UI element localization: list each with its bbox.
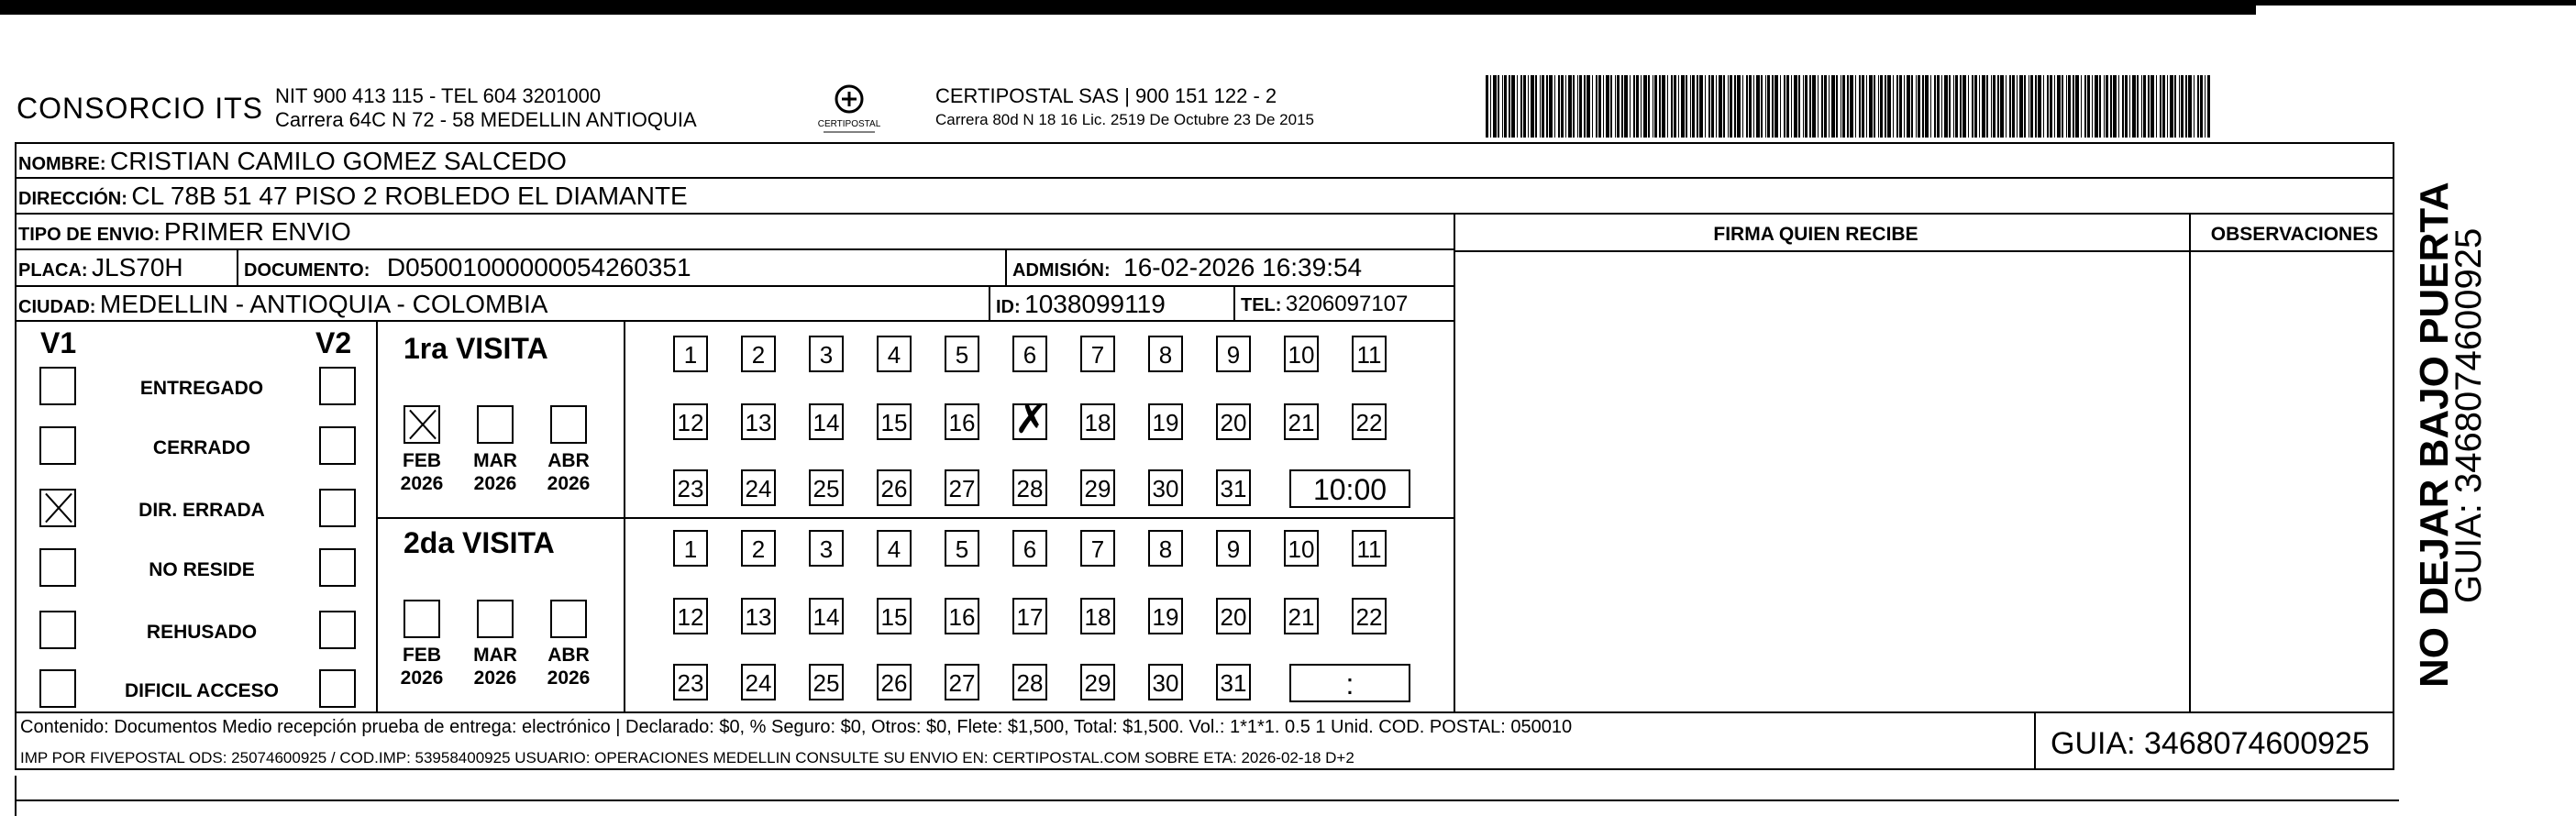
certipostal-info bbox=[935, 84, 1314, 132]
visit-title: 1ra VISITA bbox=[404, 332, 548, 365]
v1-checkbox[interactable] bbox=[39, 611, 76, 649]
company-name: CONSORCIO ITS bbox=[17, 92, 264, 125]
month-checkbox[interactable] bbox=[477, 600, 514, 638]
day-box[interactable]: 22 bbox=[1352, 403, 1387, 440]
top-edge bbox=[0, 0, 2576, 17]
id-label: ID: bbox=[996, 297, 1021, 317]
day-box[interactable]: 30 bbox=[1148, 469, 1183, 506]
day-box[interactable]: 10 bbox=[1284, 336, 1319, 372]
ciudad-value: MEDELLIN - ANTIOQUIA - COLOMBIA bbox=[99, 290, 548, 318]
day-box[interactable]: 25 bbox=[809, 469, 844, 506]
day-box[interactable] bbox=[1012, 403, 1047, 440]
day-box[interactable]: 26 bbox=[877, 664, 912, 700]
admision-value: 16-02-2026 16:39:54 bbox=[1123, 253, 1363, 281]
day-box[interactable]: 24 bbox=[741, 469, 776, 506]
id-value: 1038099119 bbox=[1024, 290, 1166, 318]
company-info bbox=[275, 84, 697, 132]
status-label: REHUSADO bbox=[146, 622, 258, 643]
placa-value: JLS70H bbox=[92, 253, 183, 281]
day-box[interactable]: 4 bbox=[877, 336, 912, 372]
side-guia: GUIA: 3468074600925 bbox=[2449, 227, 2489, 603]
nit-line: NIT 900 413 115 - TEL 604 3201000 bbox=[275, 84, 602, 107]
day-box[interactable]: 6 bbox=[1012, 336, 1047, 372]
visit-time-box[interactable]: 10:00 bbox=[1289, 469, 1410, 508]
ciudad-label: CIUDAD: bbox=[18, 297, 96, 317]
status-label: DIFICIL ACCESO bbox=[124, 680, 279, 701]
firma-header: FIRMA QUIEN RECIBE bbox=[1713, 224, 1918, 245]
day-box[interactable]: 8 bbox=[1148, 530, 1183, 567]
tipo-label: TIPO DE ENVIO: bbox=[18, 225, 160, 245]
v2-checkbox[interactable] bbox=[319, 611, 356, 649]
v1-checkbox[interactable] bbox=[39, 669, 76, 708]
documento-row bbox=[244, 253, 691, 281]
day-box[interactable]: 6 bbox=[1012, 530, 1047, 567]
day-box[interactable]: 9 bbox=[1216, 336, 1251, 372]
visit-title: 2da VISITA bbox=[404, 526, 555, 559]
day-box[interactable]: 31 bbox=[1216, 469, 1251, 506]
logo-text: CERTIPOSTAL bbox=[817, 119, 881, 129]
day-box[interactable]: 5 bbox=[945, 530, 979, 567]
documento-label: DOCUMENTO: bbox=[244, 260, 370, 281]
day-box[interactable]: 13 bbox=[741, 403, 776, 440]
day-box[interactable]: 16 bbox=[945, 403, 979, 440]
day-box[interactable]: 15 bbox=[877, 403, 912, 440]
placa-row bbox=[18, 253, 183, 281]
status-label: CERRADO bbox=[152, 437, 251, 458]
day-box[interactable]: 7 bbox=[1080, 530, 1115, 567]
day-box[interactable]: 18 bbox=[1080, 403, 1115, 440]
month-label: ABR 2026 bbox=[547, 645, 591, 689]
day-box[interactable]: 9 bbox=[1216, 530, 1251, 567]
v1-checkbox[interactable] bbox=[39, 548, 76, 587]
month-checkbox[interactable] bbox=[550, 600, 587, 638]
nombre-label: NOMBRE: bbox=[18, 154, 106, 174]
v2-checkbox[interactable] bbox=[319, 548, 356, 587]
tipo-row bbox=[18, 217, 351, 245]
month-label: FEB 2026 bbox=[400, 450, 444, 494]
status-label: DIR. ERRADA bbox=[138, 500, 265, 521]
day-box[interactable]: 14 bbox=[809, 598, 844, 634]
day-box[interactable]: 7 bbox=[1080, 336, 1115, 372]
v2-checkbox[interactable] bbox=[319, 426, 356, 465]
day-box[interactable]: 19 bbox=[1148, 403, 1183, 440]
day-box[interactable]: 5 bbox=[945, 336, 979, 372]
barcode bbox=[1486, 75, 2210, 138]
day-box[interactable]: 26 bbox=[877, 469, 912, 506]
day-box[interactable]: 18 bbox=[1080, 598, 1115, 634]
day-box[interactable]: 3 bbox=[809, 336, 844, 372]
month-checkbox[interactable] bbox=[550, 405, 587, 444]
guia-box: GUIA: 3468074600925 bbox=[2051, 726, 2370, 761]
day-box[interactable]: 10 bbox=[1284, 530, 1319, 567]
day-box[interactable]: 23 bbox=[673, 469, 708, 506]
day-box[interactable]: 1 bbox=[673, 530, 708, 567]
direccion-label: DIRECCIÓN: bbox=[18, 189, 127, 209]
v1-checkbox[interactable] bbox=[39, 426, 76, 465]
day-box[interactable]: 28 bbox=[1012, 664, 1047, 700]
day-box[interactable]: 11 bbox=[1352, 530, 1387, 567]
direccion-value: CL 78B 51 47 PISO 2 ROBLEDO EL DIAMANTE bbox=[131, 182, 688, 210]
day-box[interactable]: 15 bbox=[877, 598, 912, 634]
day-box[interactable]: 28 bbox=[1012, 469, 1047, 506]
day-box[interactable]: 13 bbox=[741, 598, 776, 634]
nombre-row bbox=[18, 147, 1476, 174]
day-box[interactable]: 16 bbox=[945, 598, 979, 634]
day-box[interactable]: 2 bbox=[741, 336, 776, 372]
side-warning: NO DEJAR BAJO PUERTA bbox=[2412, 182, 2457, 688]
day-box[interactable]: 29 bbox=[1080, 469, 1115, 506]
month-checkbox[interactable] bbox=[477, 405, 514, 444]
status-label: NO RESIDE bbox=[149, 559, 255, 580]
month-label: FEB 2026 bbox=[400, 645, 444, 689]
status-label: ENTREGADO bbox=[139, 378, 264, 399]
certi-line: CERTIPOSTAL SAS | 900 151 122 - 2 bbox=[935, 84, 1277, 107]
footer-imp: IMP POR FIVEPOSTAL ODS: 25074600925 / COD.IMP: 53958400925 USUARIO: OPERACIONES MEDELLIN CONSULTE SU ENVIO EN: CERTIPOSTAL.COM SOBRE ETA: 2026-02-18 D+2 bbox=[20, 749, 1354, 766]
v1-checkbox[interactable] bbox=[39, 367, 76, 405]
admision-label: ADMISIÓN: bbox=[1012, 260, 1111, 281]
day-box[interactable]: 24 bbox=[741, 664, 776, 700]
day-box[interactable]: 11 bbox=[1352, 336, 1387, 372]
month-checkbox[interactable] bbox=[404, 405, 440, 444]
ciudad-row bbox=[18, 290, 547, 317]
day-box[interactable]: 12 bbox=[673, 403, 708, 440]
day-box[interactable]: 27 bbox=[945, 664, 979, 700]
day-box[interactable]: 30 bbox=[1148, 664, 1183, 700]
documento-value: D05001000000054260351 bbox=[386, 253, 691, 281]
v1-checkbox[interactable] bbox=[39, 489, 76, 527]
day-box[interactable]: 21 bbox=[1284, 403, 1319, 440]
month-label: MAR 2026 bbox=[473, 450, 517, 494]
tel-row bbox=[1241, 292, 1408, 319]
day-box[interactable]: 31 bbox=[1216, 664, 1251, 700]
v1-header: V1 bbox=[40, 326, 77, 359]
id-row bbox=[996, 290, 1166, 317]
address-line: Carrera 64C N 72 - 58 MEDELLIN ANTIOQUIA bbox=[275, 108, 697, 131]
v2-checkbox[interactable] bbox=[319, 489, 356, 527]
placa-label: PLACA: bbox=[18, 260, 88, 281]
day-box[interactable]: 4 bbox=[877, 530, 912, 567]
nombre-value: CRISTIAN CAMILO GOMEZ SALCEDO bbox=[110, 147, 567, 175]
day-box[interactable]: 22 bbox=[1352, 598, 1387, 634]
day-box[interactable]: 29 bbox=[1080, 664, 1115, 700]
day-box[interactable]: 23 bbox=[673, 664, 708, 700]
direccion-row bbox=[18, 182, 1476, 209]
footer-contenido: Contenido: Documentos Medio recepción prueba de entrega: electrónico | Declarado: $0, % Seguro: $0, Otros: $0, Flete: $1,500, Total: $1,500. Vol.: 1*1*1. 0.5 1 Unid. COD. POSTAL: 050010 bbox=[20, 717, 1573, 737]
day-box[interactable]: 21 bbox=[1284, 598, 1319, 634]
v2-checkbox[interactable] bbox=[319, 669, 356, 708]
day-box[interactable]: 25 bbox=[809, 664, 844, 700]
day-box[interactable]: 1 bbox=[673, 336, 708, 372]
certi-sub: Carrera 80d N 18 16 Lic. 2519 De Octubre 23 De 2015 bbox=[935, 111, 1314, 128]
month-checkbox[interactable] bbox=[404, 600, 440, 638]
tel-label: TEL: bbox=[1241, 295, 1282, 315]
observaciones-header: OBSERVACIONES bbox=[2210, 224, 2379, 245]
month-label: MAR 2026 bbox=[473, 645, 517, 689]
v2-checkbox[interactable] bbox=[319, 367, 356, 405]
certipostal-logo-icon bbox=[807, 79, 891, 138]
visit-time-box[interactable]: : bbox=[1289, 664, 1410, 702]
day-box[interactable]: 8 bbox=[1148, 336, 1183, 372]
tel-value: 3206097107 bbox=[1285, 292, 1409, 316]
day-box[interactable]: 14 bbox=[809, 403, 844, 440]
day-box[interactable]: 12 bbox=[673, 598, 708, 634]
month-label: ABR 2026 bbox=[547, 450, 591, 494]
v2-header: V2 bbox=[315, 326, 352, 359]
tipo-value: PRIMER ENVIO bbox=[163, 217, 351, 246]
admision-row bbox=[1012, 253, 1362, 281]
day-box[interactable]: 3 bbox=[809, 530, 844, 567]
day-box[interactable]: 2 bbox=[741, 530, 776, 567]
day-box[interactable]: 17 bbox=[1012, 598, 1047, 634]
day-box[interactable]: 20 bbox=[1216, 403, 1251, 440]
day-box[interactable]: 20 bbox=[1216, 598, 1251, 634]
day-box[interactable]: 27 bbox=[945, 469, 979, 506]
day-box[interactable]: 19 bbox=[1148, 598, 1183, 634]
